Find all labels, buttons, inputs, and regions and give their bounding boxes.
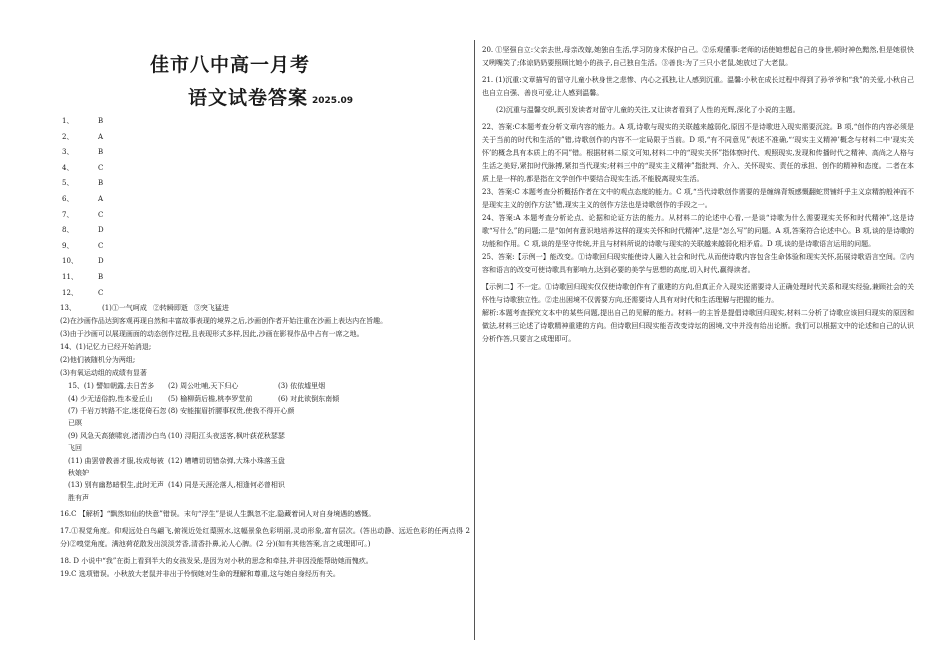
q16-answer: 16.C 【解析】“飘然如仙的快意”错误。末句“浮生”是说人生飘忽不定,隐藏着词人对自身境遇的感慨。 <box>60 510 376 519</box>
q15-recitation-grid <box>60 380 470 504</box>
answer-item: 12、 C <box>62 288 104 297</box>
poem-line: (2) 周公吐哺,天下归心 <box>168 382 239 391</box>
answer-item: 10、 D <box>62 257 104 266</box>
poem-line: (5) 榆柳荫后檐,桃李罗堂前 <box>168 394 253 403</box>
q21-part1: 21. (1)沉重:文章描写的留守儿童小秋身世之悲惨、内心之孤独,让人感到沉重。温馨:小秋在成长过程中得到了孙爷爷和“我”的关爱,小秋自己也自立自强、善良可爱,让人感到温馨。 <box>482 76 914 97</box>
page-title-school: 佳市八中高一月考 <box>149 54 310 76</box>
q25-analysis: 解析:本题考查探究文本中的某些问题,提出自己的见解的能力。材料一的主旨是提倡诗歌回归现实,材料二分析了诗歌应该回归现实的原因和做法,材料三论述了诗歌精神重建的方向。但诗歌回归现实能否改变诗坛的困境,文中并没有给出论断。我们可以根据文中的论述和自己的认识分析作答,只要言之成理即可。 <box>482 309 914 343</box>
answer-item: 11、 B <box>62 272 104 281</box>
poem-line: (10) 浔阳江头夜送客,枫叶荻花秋瑟瑟 <box>168 431 285 440</box>
answer-item: 7、 C <box>62 210 104 219</box>
q13-part2: (2)在沙画作品达到客观再现自然和丰富故事表现的境界之后,沙画创作者开始注重在沙画上表达内在旨趣。 <box>60 317 388 326</box>
exam-date: 2025.09 <box>312 96 354 106</box>
answer-item: 2、 A <box>62 132 104 141</box>
page-title-subject: 语文试卷答案 <box>188 87 309 109</box>
q23-answer: 23、答案:C 本题考查分析概括作者在文中的观点态度的能力。C 项,“当代诗歌创作需要的是缠绵背叛感慨翻蛇贯铺纤乎主义京精韵般神而不是现实主义的创作方法”错,现实主义的创作方法也是诗歌创作的手段之一。 <box>482 188 914 209</box>
q25-example2: 【示例二】不一定。①诗歌回归现实仅仅使诗歌创作有了重建的方向,但真正介入现实还需要诗人正确处理时代关系和现实经验,兼顾社会的关怀性与诗歌独立性。②走出困境不仅需要方向,还需要诗人具有对时代和生活理解与把握的能力。 <box>482 283 914 304</box>
q14-part3: (3)有氧运动组的成绩有显著 <box>60 369 147 378</box>
answer-item: 9、 C <box>62 241 104 250</box>
q17-answer: 17.①视觉角度。仰观远处白鸟翩飞,俯视近处红蕖照水,这幅景象色彩明丽,灵动形象,富有层次。(答出动静、远近色彩的任两点得 2 分)②嗅觉角度。满池荷花散发出淡淡芳香,清香扑鼻,沁人心脾。(2 分)(如有其他答案,言之成理即可。) <box>60 527 470 549</box>
poem-line: (8) 安能摧眉折腰事权贵,使我不得开心颜 <box>168 406 295 415</box>
q24-answer: 24、答案:A 本题考查分析论点、论据和论证方法的能力。从材料二的论述中心看,一是谈“诗歌为什么需要现实关怀和时代精神”,这是诗歌“写什么”的问题;二是“如何有意识地培养这样的现实关怀和时代精神”,这是“怎么写”的问题。A 项,答案符合论述中心。B 项,谈的是诗歌的功能和作用。C 项,谈的是坚守传统,并且与材料所说的诗歌与现实的关联越来越弱化相矛盾。D 项,谈的是诗歌语言运用的问题。 <box>482 214 914 248</box>
column-divider <box>474 40 475 640</box>
left-column <box>60 40 470 581</box>
answer-item: 8、 D <box>62 226 104 235</box>
q22-answer: 22、答案:C本题考查分析文章内容的能力。A 项,诗歌与现实的关联越来越弱化,原因不是诗歌进入现实需要沉淀。B 项,“创作的内容必须是关于当前的时代和生活的”错,诗歌创作的内容不一定局限于当前。D 项,“有不同意见”表述不准确,“‘现实主义精神’概念与材料二中‘现实关怀’的概念具有本质上的不同”错。根据材料二原文可知,材料二中的“现实关怀”指体察时代、观照现实,发现和传播时代之精神、高尚之人格与生活之美好,紧扣时代脉搏,紧扣当代现实;材料三中的“现实主义精神”指批判、介入、关怀现实、责任的承担、创作的精神和态度。二者在本质上是一样的,都是指在文学创作中要结合现实生活,不能脱离现实生活。 <box>482 123 914 183</box>
title-row <box>188 83 470 110</box>
q18-answer: 18. D 小说中“我”在街上看到半大的女孩发呆,是因为对小秋的思念和牵挂,并非因没能帮助她而愧疚。 <box>60 557 373 566</box>
answer-item: 4、 C <box>62 163 104 172</box>
q21-part2: (2)沉重与温馨交织,既引发读者对留守儿童的关注,又让读者看到了人性的光辉,深化了小说的主题。 <box>496 106 800 114</box>
answer-item: 6、 A <box>62 194 104 203</box>
poem-line: (6) 对此欲倒东南倾 <box>278 394 340 403</box>
q13-part3: (3)由于沙画可以展现画面的动态创作过程,且表现形式多样,因此,沙画在影视作品中占有一席之地。 <box>60 330 364 339</box>
answer-item: 5、 B <box>62 179 104 188</box>
q25-example1: 25、答案:【示例一】能改变。①诗歌回归现实能使诗人融入社会和时代,从而使诗歌内容包含生命体验和现实关怀,拓展诗歌语言空间。②内容和语言的改变可使诗歌具有影响力,达到必要的美学与思想的高度,切入时代,赢得读者。 <box>482 253 914 274</box>
q14-part2: (2)他们被随机分为两组; <box>60 356 136 365</box>
answer-item: 1、 B <box>62 117 104 125</box>
answer-item: 3、 B <box>62 148 104 157</box>
right-column <box>482 44 914 346</box>
poem-line: (13) 别有幽愁暗恨生,此时无声胜有声 <box>68 481 164 502</box>
poem-line: (4) 少无适俗韵,性本爱丘山 <box>68 394 153 403</box>
q14-part1: 14、(1)记忆力已经开始消退; <box>60 343 152 352</box>
q19-answer: 19.C 选项错误。小秋放大老鼠并非出于怜悯她对生命的理解和尊重,这与她自身经历有关。 <box>60 570 340 579</box>
poem-line: 15、(1) 譬如朝露,去日苦多 <box>68 382 155 391</box>
poem-line: (11) 曲罢曾教善才服,妆成每被秋娘妒 <box>68 456 164 477</box>
poem-line: (14) 同是天涯沦落人,相逢何必曾相识 <box>168 481 285 490</box>
choice-answers-list <box>60 114 470 301</box>
q20-answer: 20. ①坚强自立:父亲去世,母亲改嫁,她独自生活,学习防身术保护自己。②乐观懂事:老师的话使她想起自己的身世,顿时神色黯然,但是她很快又咧嘴笑了;体谅奶奶要照顾比她小的孩子,自己独自生活。③善良:为了三只小老鼠,她放过了大老鼠。 <box>482 46 914 67</box>
poem-line: (3) 依依墟里烟 <box>278 382 326 391</box>
poem-line: (12) 嘈嘈切切错杂弹,大珠小珠落玉盘 <box>168 456 285 465</box>
poem-line: (7) 千岩万转路不定,迷花倚石忽已暝 <box>68 406 167 428</box>
q13-row: 13、 (1)①一气呵成 ②转瞬即逝 ③突飞猛进 <box>60 304 229 313</box>
poem-line: (9) 风急天高猿啸哀,渚清沙白鸟飞回 <box>68 431 167 453</box>
